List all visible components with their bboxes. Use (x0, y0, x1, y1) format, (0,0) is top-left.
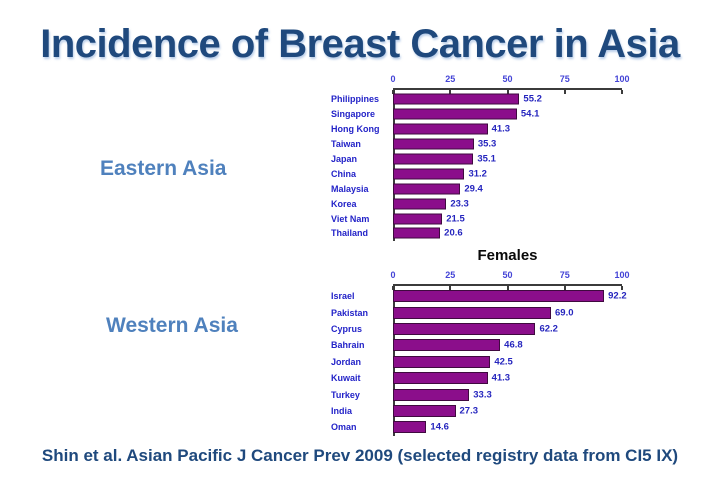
bar-track (393, 137, 622, 152)
bar-rows (331, 92, 691, 241)
bar-track (393, 386, 622, 402)
value-label: 14.6 (430, 421, 449, 433)
bar-row (331, 419, 691, 435)
value-label: 23.3 (450, 198, 469, 210)
data-bar (393, 228, 440, 239)
bar-row (331, 321, 691, 337)
value-label: 35.3 (477, 138, 497, 150)
data-bar (393, 109, 517, 120)
bar-row (331, 226, 691, 241)
bar-row (331, 370, 691, 386)
bar-track (393, 122, 622, 137)
bar-track (393, 152, 622, 167)
data-bar (393, 323, 535, 335)
data-bar (393, 139, 474, 150)
data-bar (393, 389, 469, 401)
bar-track (393, 181, 622, 196)
data-bar (393, 183, 460, 194)
value-label: 92.2 (608, 290, 627, 302)
bar-row (331, 152, 691, 167)
category-label: Korea (331, 198, 357, 209)
bar-track (393, 107, 622, 122)
data-bar (393, 405, 456, 417)
value-label: 42.5 (494, 356, 513, 368)
data-bar (393, 213, 442, 224)
axis-tick-label: 100 (614, 270, 630, 280)
bar-row (331, 122, 691, 137)
bar-track (393, 226, 622, 241)
region-label-eastern-asia: Eastern Asia (100, 157, 227, 180)
category-label: Cyprus (331, 323, 363, 334)
category-label: Bahrain (331, 340, 365, 351)
bar-row (331, 181, 691, 196)
axis-tick-label: 0 (390, 270, 396, 280)
axis-tick-label: 50 (502, 270, 513, 280)
axis-tick-label: 100 (614, 74, 630, 84)
value-label: 35.1 (477, 153, 496, 165)
value-label: 46.8 (504, 339, 523, 351)
category-label: Taiwan (331, 139, 361, 150)
category-label: Oman (331, 422, 357, 433)
bar-track (393, 196, 622, 211)
bar-track (393, 337, 622, 353)
bar-track (393, 370, 622, 386)
bar-row (331, 196, 691, 211)
value-label: 55.2 (523, 93, 542, 105)
bar-track (393, 288, 627, 304)
axis-tick-label: 50 (502, 74, 513, 84)
value-label: 54.1 (520, 108, 540, 120)
axis-tick-label: 75 (559, 74, 570, 84)
category-label: Hong Kong (331, 124, 380, 135)
category-label: Turkey (331, 389, 360, 400)
value-label: 62.2 (539, 323, 558, 335)
axis-tick-label: 25 (445, 270, 456, 280)
bar-track (393, 166, 622, 181)
bar-row (331, 137, 691, 152)
bar-row (331, 386, 691, 402)
bar-track (393, 92, 622, 107)
bar-rows (331, 288, 691, 436)
data-bar (393, 198, 446, 209)
bar-row (331, 403, 691, 419)
bar-row (331, 288, 691, 304)
citation-footer: Shin et al. Asian Pacific J Cancer Prev 2009 (selected registry data from CI5 IX) (41, 446, 679, 465)
axis-tick-label: 0 (390, 74, 396, 84)
category-label: India (331, 405, 353, 416)
x-axis-line (393, 284, 622, 286)
value-label: 21.5 (446, 213, 465, 225)
value-label: 33.3 (473, 389, 492, 401)
category-label: Thailand (331, 228, 369, 239)
bar-row (331, 166, 691, 181)
females-chart-title: Females (477, 247, 538, 264)
bar-row (331, 107, 691, 122)
value-label: 41.3 (491, 372, 511, 384)
category-label: Jordan (331, 356, 362, 367)
x-axis-tick-labels (390, 270, 630, 281)
bar-track (393, 211, 622, 226)
data-bar (393, 356, 490, 368)
value-label: 41.3 (491, 123, 511, 135)
data-bar (393, 94, 519, 105)
bar-row (331, 211, 691, 226)
category-label: Japan (331, 154, 358, 164)
value-label: 69.0 (555, 307, 574, 319)
value-label: 20.6 (444, 227, 463, 239)
category-label: Malaysia (331, 183, 369, 194)
bar-row (331, 354, 691, 370)
region-label-western-asia: Western Asia (106, 314, 238, 337)
data-bar (393, 339, 500, 351)
value-label: 29.4 (464, 183, 483, 195)
bar-track (393, 354, 622, 370)
data-bar (393, 290, 604, 302)
data-bar (393, 372, 488, 384)
category-label: Philippines (331, 94, 380, 105)
category-label: Singapore (331, 109, 376, 120)
bar-row (331, 304, 691, 320)
category-label: Israel (331, 291, 355, 302)
data-bar (393, 154, 473, 165)
bar-track (393, 403, 622, 419)
slide-title: Incidence of Breast Cancer in Asia (40, 22, 680, 66)
axis-tick-label: 75 (559, 270, 570, 280)
x-axis-tick-labels (390, 74, 630, 85)
axis-tick-label: 25 (445, 74, 456, 84)
data-bar (393, 168, 464, 179)
data-bar (393, 307, 551, 319)
category-label: Pakistan (331, 307, 369, 318)
bar-row (331, 92, 691, 107)
value-label: 27.3 (459, 405, 479, 417)
data-bar (393, 421, 426, 433)
category-label: Viet Nam (331, 213, 370, 224)
bar-track (393, 321, 622, 337)
bar-row (331, 337, 691, 353)
western-asia-bar-chart (331, 270, 691, 442)
category-label: China (331, 168, 357, 179)
x-axis-line (393, 88, 622, 90)
bar-track (393, 419, 622, 435)
eastern-asia-bar-chart (331, 74, 691, 246)
category-label: Kuwait (331, 373, 361, 384)
bar-track (393, 304, 622, 320)
data-bar (393, 124, 488, 135)
value-label: 31.2 (468, 168, 487, 180)
